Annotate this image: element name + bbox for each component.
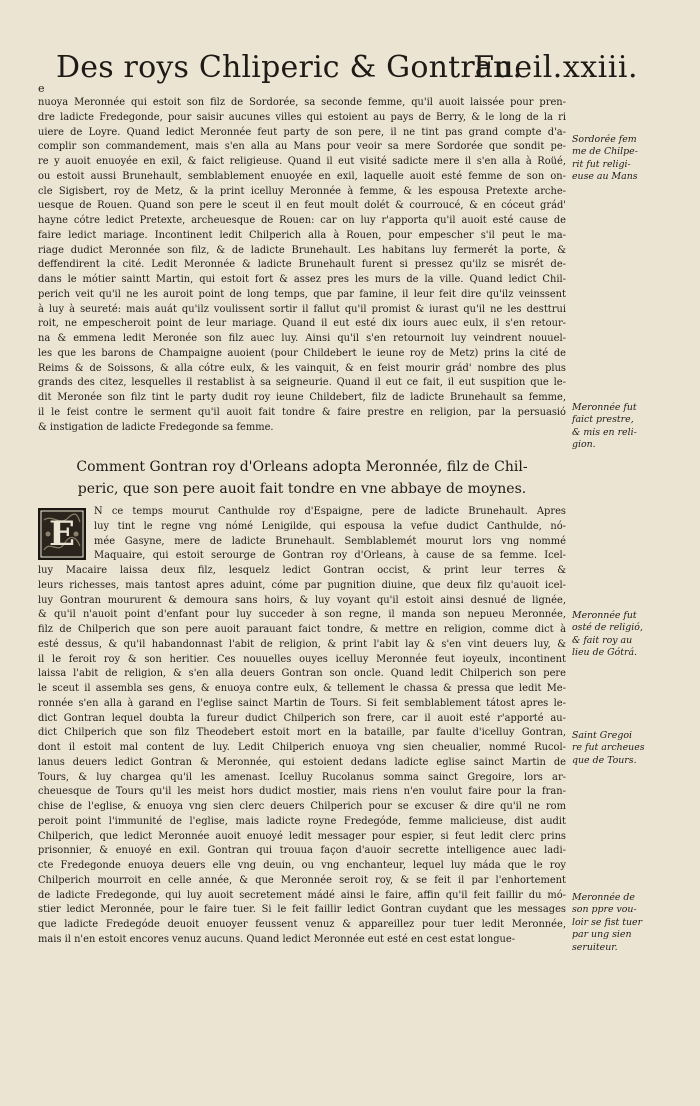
paragraph-2-line: dict Gontran lequel doubta la fureur dudict Chilperich son frere, car il auoit esté r'apporté au- <box>38 712 566 724</box>
paragraph-1-line: grands des citez, lesquelles il restablist à sa seigneurie. Quand il eut ce fait, il eut suspition que le- <box>38 377 566 389</box>
margin-note-line: par ung sien <box>572 929 632 941</box>
paragraph-2-line: de ladicte Fredegonde, qui luy auoit secretement mádé ainsi le faire, affin qu'il feit faillir du mó- <box>38 889 566 901</box>
chapter-heading <box>38 456 566 500</box>
margin-note-line: euse au Mans <box>572 171 638 183</box>
margin-note-line: Saint Gregoi <box>572 730 632 741</box>
chapter-heading-line: peric, que son pere auoit fait tondre en vne abbaye de moynes. <box>77 481 527 497</box>
margin-note-line: re fut archeues <box>572 742 645 754</box>
paragraph-1 <box>38 96 566 435</box>
margin-note-line: Sordorée fem <box>572 134 637 145</box>
paragraph-2-line: luy tint le regne vng nómé Lenigilde, qui espousa la vefue dudict Canthulde, nó- <box>94 520 566 532</box>
paragraph-1-line: à luy à seureté: mais auát qu'ilz voulissent sortir il fallut qu'il promist & iurast qu'il ne les desttrui <box>38 303 566 315</box>
paragraph-2-line: peroit point l'immunité de l'eglise, mais ladicte royne Fredegóde, femme malicieuse, dist audit <box>38 815 566 827</box>
margin-note-line: Meronnée fut <box>572 610 637 621</box>
paragraph-2-line: cheuesque de Tours qu'il les meist hors dudict mostier, mais riens n'en voulut faire pour la fran- <box>38 786 566 798</box>
paragraph-1-line: dre ladicte Fredegonde, pour saisir aucunes villes qui estoient au pays de Berry, & le long de la ri <box>38 111 566 123</box>
margin-note-meronnee-prestre <box>572 402 692 452</box>
paragraph-2-line: le sceut il assembla ses gens, & enuoya contre eulx, & tellement le chassa & pressa que ledit Me- <box>38 683 566 694</box>
margin-note-meronnee-roy <box>572 610 692 660</box>
paragraph-2-line: stier ledict Meronnée, pour le faire tuer. Si le feit faillir ledict Gontran cuydant que les messages <box>38 904 566 916</box>
running-title: Des roys Chliperic & Gontran. <box>56 50 523 85</box>
paragraph-1-line: roit, ne empescheroit point de leur mariage. Quand il eut esté dix iours auec eulx, il s'en retour- <box>38 318 566 330</box>
margin-note-line: seruiteur. <box>572 941 618 953</box>
paragraph-2-line: lanus deuers ledict Gontran & Meronnée, qui estoient dedans ladicte eglise sainct Martin de <box>38 756 566 768</box>
paragraph-1-line: dit Meronée son filz tint le party dudit roy ieune Childebert, filz de ladicte Brunehault sa femme, <box>38 392 566 403</box>
paragraph-1-line: cle Sigisbert, roy de Metz, & la print icelluy Meronnée à femme, & les espousa Pretexte arche- <box>38 185 566 197</box>
margin-note-line: Meronnée de <box>572 892 635 903</box>
paragraph-1-line: ou estoit aussi Brunehault, semblablement enuoyée en exil, laquelle auoit esté femme de son on- <box>38 170 566 182</box>
paragraph-2-line: esté dessus, & qu'il habandonnast l'abit de religion, & print l'abit lay & s'en vint deuers luy, & <box>38 638 566 650</box>
paragraph-2-line: prisonnier, & enuoyé en exil. Gontran qui trouua façon d'auoir secrette intelligence auec ladi- <box>38 845 566 857</box>
initial-letter: E <box>49 514 75 554</box>
paragraph-1-line: il le feist contre le serment qu'il auoit fait tondre & faire prestre en religion, par la persuasió <box>38 406 566 418</box>
paragraph-1-line: riage dudict Meronnée son filz, & de ladicte Brunehault. Les habitans luy fermerét la porte, & <box>38 244 566 256</box>
paragraph-2-line: Chilperich mourroit en celle année, & que Meronnée seroit roy, & se feit il par l'enhortement <box>38 874 566 886</box>
paragraph-1-line: hayne cótre ledict Pretexte, archeuesque de Rouen: car on luy r'apporta qu'il auoit esté cause de <box>38 215 566 226</box>
paragraph-1-line: deffendirent la cité. Ledit Meronnée & ladicte Brunehault furent si pressez qu'ilz se misrét de- <box>38 259 566 271</box>
paragraph-2-line: Maquaire, qui estoit serourge de Gontran roy d'Orleans, à cause de sa femme. Icel- <box>94 550 566 562</box>
paragraph-2-line: chise de l'eglise, & enuoya vng sien clerc deuers Chilperich pour se excuser & dire qu'il ne rom <box>38 801 566 812</box>
margin-note-line: son ppre vou- <box>572 904 637 916</box>
margin-note-line: me de Chilpe- <box>572 146 638 158</box>
paragraph-2-line: leurs richesses, mais tantost apres aduint, cóme par pugnition diuine, que deux filz qu'auoit icel- <box>38 579 566 591</box>
paragraph-1-line: faire ledict mariage. Incontinent ledit Chilperich alla à Rouen, pour empescher s'il peut le ma- <box>38 229 566 241</box>
paragraph-2-line: dict Chilperich que son filz Theodebert estoit mort en la bataille, par faulte d'icelluy Gontran, <box>38 727 566 739</box>
margin-note-line: osté de religió, <box>572 622 643 634</box>
margin-note-line: faict prestre, <box>572 414 634 426</box>
chapter-heading-line: Comment Gontran roy d'Orleans adopta Meronnée, filz de Chil- <box>76 459 528 475</box>
paragraph-2-line: luy Macaire laissa deux filz, lesquelz ledict Gontran occist, & print leur terres & <box>38 565 566 576</box>
running-head <box>38 44 638 95</box>
paragraph-2-line: Tours, & luy chargea qu'il les amenast. Icelluy Rucolanus somma sainct Gregoire, lors ar- <box>38 771 566 783</box>
margin-note-line: lieu de Gótrá. <box>572 647 638 659</box>
signature-mark: e <box>38 82 45 95</box>
paragraph-2-line: ronnée s'en alla à garand en l'eglise sainct Martin de Tours. Si feit semblablement tátost apres le- <box>38 697 566 709</box>
margin-note-line: & mis en reli- <box>572 426 637 438</box>
paragraph-1-line: uiere de Loyre. Quand ledict Meronnée feut party de son pere, il ne tint pas grand compte d'a- <box>38 126 566 138</box>
paragraph-2-line: dont il estoit mal content de luy. Ledit Chilperich enuoya vng sien cheualier, nommé Rucol- <box>38 742 566 753</box>
paragraph-1-line: Reims & de Soissons, & alla cótre eulx, & les vainquit, & en feist mourir grád' nombre des plus <box>38 362 566 374</box>
margin-note-line: loir se fist tuer <box>572 916 643 928</box>
paragraph-2-line: luy Gontran moururent & demoura sans hoirs, & luy voyant qu'il estoit ainsi desnué de lignée, <box>38 594 566 606</box>
paragraph-2-line: mée Gasyne, mere de ladicte Brunehault. Semblablemét mourut lors vng nommé <box>94 535 566 547</box>
paragraph-2-line: N ce temps mourut Canthulde roy d'Espaigne, pere de ladicte Brunehault. Apres <box>94 506 566 517</box>
margin-note-line: rit fut religi- <box>572 158 631 170</box>
paragraph-1-line: na & emmena ledit Meronée son filz auec luy. Ainsi qu'il s'en retournoit luy veindrent nouuel- <box>38 333 566 344</box>
paragraph-1-line: uesque de Rouen. Quand son pere le sceut il en feut moult dolét & courroucé, & en cóceut grád' <box>38 200 566 212</box>
paragraph-2-line: il le feroit roy & son heritier. Ces nouuelles ouyes icelluy Meronnée feut ioyeulx, incontinent <box>38 653 566 665</box>
paragraph-2-line: & qu'il n'auoit point d'enfant pour luy succeder à son regne, il manda son nepueu Meronnée, <box>38 609 566 621</box>
margin-note-gregoire <box>572 730 692 767</box>
paragraph-2-line: mais il n'en estoit encores venuz aucuns. Quand ledict Meronnée eut esté en cest estat longue- <box>38 933 516 945</box>
margin-note-line: gion. <box>572 439 596 451</box>
paragraph-2-line: que ladicte Fredegóde deuoit enuoyer feussent venuz & appareillez pour tuer ledit Meronnée, <box>38 919 566 930</box>
paragraph-2-line: Chilperich, que ledict Meronnée auoit enuoyé ledit messager pour espier, si feut ledit clerc prins <box>38 830 566 842</box>
paragraph-1-line: & instigation de ladicte Fredegonde sa femme. <box>38 421 274 433</box>
folio-number: Fueil.xxiii. <box>473 50 638 85</box>
paragraph-1-line: perich veit qu'il ne les auroit point de long temps, que par famine, il leur feit dire qu'ilz veinssent <box>38 288 566 300</box>
margin-note-sordoree <box>572 134 692 184</box>
paragraph-1-line: les que les barons de Champaigne auoient (pour Childebert le ieune roy de Metz) prins la cité de <box>38 347 566 359</box>
paragraph-1-line: complir son commandement, mais s'en alla au Mans pour veoir sa mere Sordorée que sondit pe- <box>38 141 566 153</box>
paragraph-1-line: nuoya Meronnée qui estoit son filz de Sordorée, sa seconde femme, qu'il auoit laissée pour pren- <box>38 97 566 108</box>
paragraph-1-line: dans le mótier saintt Martin, qui estoit fort & assez pres les murs de la ville. Quand ledict Chil- <box>38 274 566 285</box>
margin-note-meronnee-tuer <box>572 892 692 954</box>
paragraph-1-line: re y auoit enuoyée en exil, & faict religieuse. Quand il eut visité sadicte mere il s'en alla à Roüé, <box>38 156 566 167</box>
paragraph-2 <box>38 505 566 948</box>
paragraph-2-line: cte Fredegonde enuoya deuers elle vng deuin, ou vng enchanteur, lequel luy máda que le roy <box>38 860 566 871</box>
paragraph-2-line: laissa l'abit de religion, & s'en alla deuers Gontran son oncle. Quand ledit Chilperich son pere <box>38 668 566 680</box>
paragraph-2-line: filz de Chilperich que son pere auoit parauant faict tondre, & mettre en religion, comme dict à <box>38 624 566 635</box>
margin-note-line: Meronnée fut <box>572 402 637 413</box>
margin-note-line: que de Tours. <box>572 754 637 766</box>
margin-note-line: & fait roy au <box>572 634 633 646</box>
